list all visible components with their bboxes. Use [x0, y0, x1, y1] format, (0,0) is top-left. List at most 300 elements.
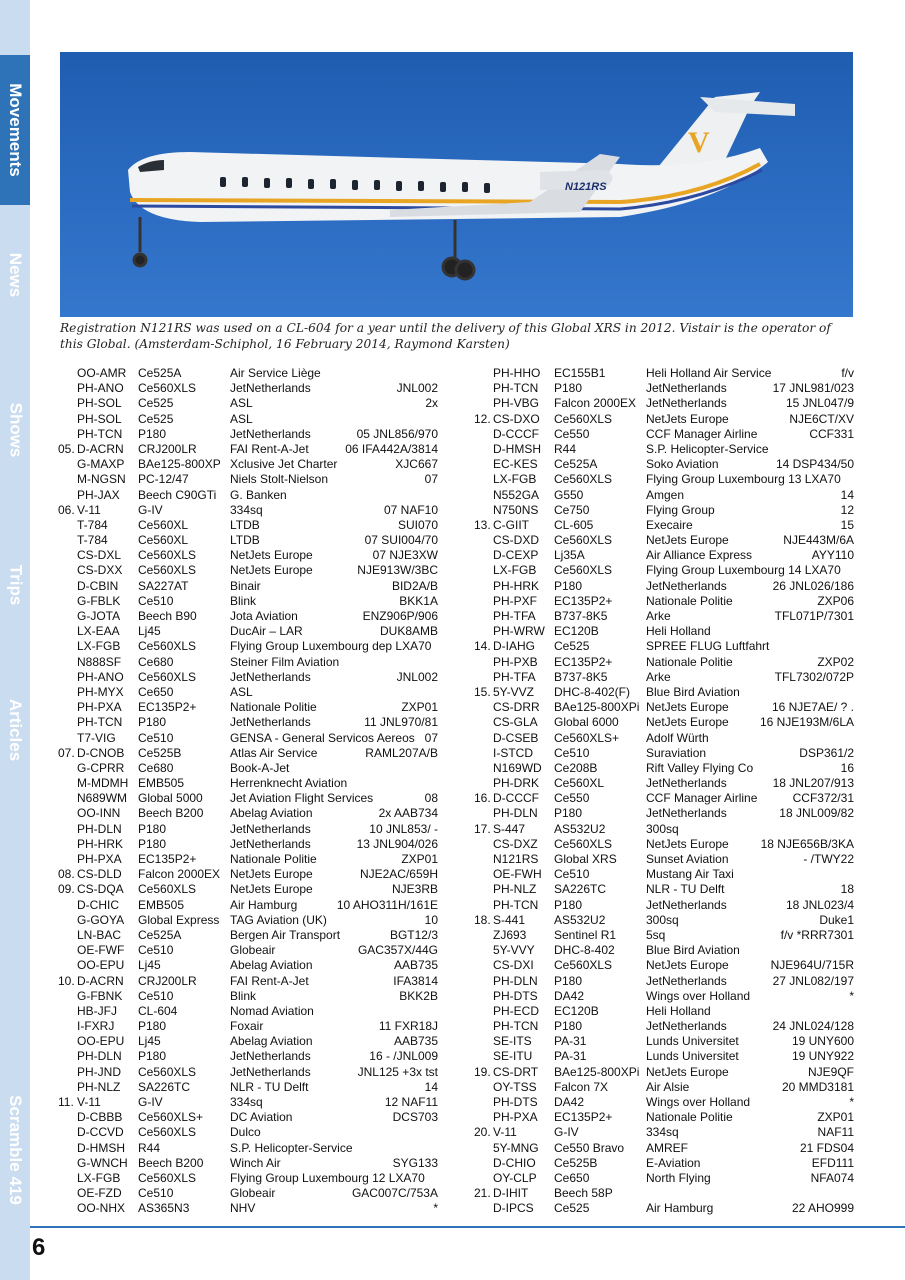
movement-type: Ce550 Bravo [554, 1140, 625, 1155]
movement-row [58, 852, 438, 867]
movement-type: SA226TC [138, 1079, 191, 1094]
movement-type: P180 [554, 897, 583, 912]
movement-registration: PH-ANO [77, 669, 124, 684]
movement-callsign: NJE9QF [807, 1064, 854, 1079]
movement-registration: PH-DLN [77, 821, 122, 836]
movement-callsign: 2x AAB734 [378, 806, 438, 821]
movement-registration: G-FBLK [77, 593, 121, 608]
movement-registration: ZJ693 [493, 927, 527, 942]
movement-callsign [848, 563, 854, 578]
movement-operator-cell [646, 898, 854, 913]
movement-operator: Air Hamburg [230, 897, 298, 912]
movement-date [474, 1171, 493, 1186]
movement-date [58, 1065, 77, 1080]
movement-date [58, 1141, 77, 1156]
movement-date [58, 670, 77, 685]
movement-type: P180 [138, 821, 167, 836]
movement-operator-cell [646, 882, 854, 897]
movement-registration: PH-TFA [493, 609, 536, 623]
movement-type: Ce560XL [138, 533, 189, 548]
movement-registration: M-NGSN [77, 472, 126, 487]
movement-registration: 5Y-VVZ [493, 684, 534, 699]
movement-row [58, 503, 438, 518]
movement-type: PA-31 [554, 1049, 587, 1064]
movement-row [474, 563, 854, 578]
tab-scramble[interactable] [0, 1085, 30, 1215]
movement-operator-cell [646, 670, 854, 685]
movement-type: P180 [554, 973, 583, 988]
movement-operator-cell [230, 776, 438, 791]
movement-date: 09. [58, 882, 75, 897]
movement-type: Beech B200 [138, 1155, 204, 1170]
movement-registration: OO-AMR [77, 366, 127, 380]
movement-operator-cell [230, 579, 438, 594]
movement-registration: PH-TCN [493, 897, 539, 912]
movement-registration: I-FXRJ [77, 1019, 115, 1034]
movement-date: 15. [474, 684, 491, 699]
movement-type: PA-31 [554, 1034, 587, 1049]
movement-callsign: 10 JNL853/ - [369, 821, 438, 836]
movement-callsign: 18 JNL009/82 [779, 806, 854, 821]
movement-registration: S-447 [493, 821, 526, 836]
movement-row [58, 791, 438, 806]
movement-operator-cell [230, 685, 438, 700]
movement-operator: 334sq [646, 1125, 679, 1140]
movement-date [58, 1186, 77, 1201]
movement-row [474, 594, 854, 609]
movement-callsign: SUI070 [397, 517, 438, 532]
movement-row [58, 427, 438, 442]
movement-type: P180 [138, 426, 167, 441]
movement-registration: OY-TSS [493, 1079, 537, 1094]
movement-registration: PH-TCN [77, 426, 123, 441]
movement-type: Ce560XLS [138, 1170, 197, 1185]
movement-row [58, 822, 438, 837]
movement-date [58, 1171, 77, 1186]
movement-operator: NetJets Europe [646, 411, 729, 426]
movement-date: 21. [474, 1186, 491, 1201]
movement-row [58, 928, 438, 943]
movement-operator-cell [230, 1171, 438, 1186]
movement-date [58, 1034, 77, 1049]
movement-registration: G-GOYA [77, 912, 125, 927]
movement-row [58, 989, 438, 1004]
movement-date [58, 639, 77, 654]
movement-registration: CS-GLA [493, 715, 538, 730]
movement-operator: Binair [230, 578, 261, 593]
movement-date [58, 943, 77, 958]
movement-registration: LX-FGB [493, 472, 537, 487]
movement-operator: AMREF [646, 1140, 688, 1155]
movement-operator-cell [230, 366, 438, 381]
movement-registration: M-MDMH [77, 776, 129, 791]
movement-operator: Blink [230, 593, 257, 608]
movement-operator: E-Aviation [646, 1155, 701, 1170]
movement-operator: Globeair [230, 943, 276, 958]
movement-registration: CS-DLD [77, 867, 122, 882]
movement-registration: PH-DTS [493, 988, 538, 1003]
movement-date [474, 1034, 493, 1049]
movement-type: Beech 58P [554, 1186, 613, 1201]
movement-type: Ce510 [138, 943, 174, 958]
movement-date [474, 609, 493, 624]
movement-operator: NetJets Europe [230, 867, 313, 882]
movement-row [58, 685, 438, 700]
movement-date [474, 655, 493, 670]
movement-date [58, 533, 77, 548]
movement-date [474, 898, 493, 913]
movement-row [58, 533, 438, 548]
movement-registration: D-CBBB [77, 1110, 123, 1125]
movement-row [58, 700, 438, 715]
movement-row [58, 974, 438, 989]
movement-operator-cell [230, 867, 438, 882]
movement-operator-cell [646, 958, 854, 973]
movement-operator-cell [230, 715, 438, 730]
movement-callsign: 27 JNL082/197 [772, 973, 854, 988]
movement-operator: LTDB [230, 517, 260, 532]
movement-type: Ce525A [138, 927, 182, 942]
movement-operator: Bergen Air Transport [230, 927, 341, 942]
movement-type: Ce510 [138, 988, 174, 1003]
movement-operator: Atlas Air Service [230, 745, 318, 760]
movement-operator-cell [230, 1019, 438, 1034]
movement-operator-cell [646, 563, 854, 578]
movement-date [58, 427, 77, 442]
movement-callsign: 16 [840, 760, 854, 775]
movement-date [58, 791, 77, 806]
movement-callsign: ZXP01 [401, 700, 438, 715]
movement-callsign: 16 NJE7AE/ ? . [771, 700, 854, 715]
movement-type: CRJ200LR [138, 441, 197, 456]
movement-date [58, 624, 77, 639]
movement-type: Global 5000 [138, 791, 203, 806]
movement-date [474, 457, 493, 472]
movement-type: Ce560XLS [554, 836, 613, 851]
movement-row [474, 776, 854, 791]
movement-row [58, 1034, 438, 1049]
movement-date [58, 579, 77, 594]
movement-operator-cell [646, 548, 854, 563]
movement-registration: D-ACRN [77, 973, 124, 988]
movement-operator-cell [646, 806, 854, 821]
movement-callsign: NFA074 [810, 1170, 854, 1185]
movement-date [474, 381, 493, 396]
movement-operator: DucAir – LAR [230, 624, 303, 639]
movement-registration: PH-SOL [77, 411, 122, 426]
movement-operator-cell [646, 472, 854, 487]
movement-date [58, 594, 77, 609]
movement-row [474, 1110, 854, 1125]
movement-type: G550 [554, 487, 584, 502]
movement-row [474, 1034, 854, 1049]
movement-operator-cell [646, 1125, 854, 1140]
movement-date [474, 533, 493, 548]
movement-type: EC120B [554, 1003, 599, 1018]
movement-operator-cell [230, 700, 438, 715]
movement-type: Ce525 [138, 396, 174, 411]
movement-operator-cell [230, 427, 438, 442]
movement-registration: PH-HRK [77, 836, 124, 851]
movement-operator-cell [230, 882, 438, 897]
movement-operator: 5sq [646, 927, 666, 942]
movement-operator: S.P. Helicopter-Service [646, 441, 769, 456]
movement-registration: T-784 [77, 517, 108, 532]
movement-operator: JetNetherlands [646, 806, 727, 821]
movement-row [474, 579, 854, 594]
movement-type: Ce560XL [138, 517, 189, 532]
movement-operator-cell [646, 1095, 854, 1110]
movement-type: G-IV [138, 502, 163, 517]
movement-operator-cell [230, 1125, 438, 1140]
movement-type: Ce525 [554, 639, 590, 654]
movement-operator-cell [230, 533, 438, 548]
movement-date [58, 1080, 77, 1095]
movement-operator: Mustang Air Taxi [646, 867, 734, 882]
movement-registration: G-WNCH [77, 1155, 128, 1170]
movement-type: PC-12/47 [138, 472, 189, 487]
page-number: 6 [32, 1234, 46, 1261]
movement-operator: FAI Rent-A-Jet [230, 441, 309, 456]
movement-date [58, 1201, 77, 1216]
movement-callsign [848, 472, 854, 487]
movement-callsign: TFL7302/072P [774, 669, 854, 684]
movement-type: P180 [554, 1019, 583, 1034]
movement-operator-cell [230, 1110, 438, 1125]
movement-callsign: 11 JNL970/81 [364, 715, 438, 730]
movement-operator: Dulco [230, 1125, 261, 1140]
footer-rule [30, 1226, 905, 1228]
movement-type: Falcon 7X [554, 1079, 609, 1094]
movement-operator: JetNetherlands [646, 381, 727, 396]
movement-callsign: 05 JNL856/970 [356, 426, 438, 441]
movement-row [58, 594, 438, 609]
movement-callsign [432, 412, 438, 427]
movement-operator-cell [230, 898, 438, 913]
movement-registration: CS-DXO [493, 411, 540, 426]
movement-row [58, 1186, 438, 1201]
movement-row [474, 806, 854, 821]
movement-operator: 334sq [230, 502, 263, 517]
movement-operator-cell [646, 913, 854, 928]
movement-callsign [432, 685, 438, 700]
tab-shows[interactable] [0, 390, 30, 470]
movement-callsign: 07 NAF10 [383, 502, 438, 517]
tab-news[interactable] [0, 235, 30, 315]
movement-callsign [432, 655, 438, 670]
movement-row [474, 700, 854, 715]
movement-row [58, 1095, 438, 1110]
movement-row [58, 1065, 438, 1080]
movement-row [474, 548, 854, 563]
movement-date [58, 700, 77, 715]
movement-operator-cell [230, 670, 438, 685]
movement-registration: G-FBNK [77, 988, 123, 1003]
movement-type: Global Express [138, 912, 220, 927]
movement-date [474, 442, 493, 457]
movement-type: P180 [138, 836, 167, 851]
tab-articles[interactable] [0, 680, 30, 780]
movement-row [474, 381, 854, 396]
movement-type: AS532U2 [554, 821, 606, 836]
movement-row [474, 943, 854, 958]
movement-operator: CCF Manager Airline [646, 426, 758, 441]
movement-registration: D-CHIO [493, 1155, 536, 1170]
movement-callsign: BID2A/B [391, 578, 438, 593]
movement-callsign: RAML207A/B [365, 745, 438, 760]
movement-registration: D-ACRN [77, 441, 124, 456]
movement-date [58, 1019, 77, 1034]
movement-type: P180 [554, 381, 583, 396]
movement-row [474, 989, 854, 1004]
movement-date [474, 928, 493, 943]
movement-operator: JetNetherlands [646, 897, 727, 912]
movement-operator: Air Service Liège [230, 366, 321, 380]
movement-date [474, 366, 493, 381]
movement-row [474, 1141, 854, 1156]
movement-registration: G-JOTA [77, 609, 121, 623]
movement-operator-cell [230, 943, 438, 958]
movement-registration: N888SF [77, 654, 122, 669]
movement-operator: Arke [646, 669, 671, 684]
section-sidebar [0, 0, 30, 1280]
movement-operator: NetJets Europe [646, 533, 729, 548]
movement-type: Ce560XLS [554, 472, 613, 487]
tab-movements[interactable] [0, 55, 30, 205]
movement-row [474, 1049, 854, 1064]
movement-operator: JetNetherlands [230, 821, 311, 836]
movement-operator: CCF Manager Airline [646, 791, 758, 806]
movement-operator-cell [646, 761, 854, 776]
movement-operator: 300sq [646, 821, 679, 836]
movement-operator-cell [230, 594, 438, 609]
movement-row [474, 791, 854, 806]
movement-date [58, 609, 77, 624]
movement-type: Ce560XL [554, 776, 605, 791]
movement-date [474, 1095, 493, 1110]
movement-callsign: TFL071P/7301 [774, 609, 854, 623]
movement-date: 14. [474, 639, 491, 654]
movement-operator: Abelag Aviation [230, 1034, 313, 1049]
movement-callsign: NJE913W/3BC [357, 563, 438, 578]
movement-operator: GENSA - General Servicos Aereos [230, 730, 415, 745]
movement-type: P180 [138, 1049, 167, 1064]
movement-callsign: 15 JNL047/9 [785, 396, 854, 411]
movement-row [474, 1125, 854, 1140]
movements-column-left [58, 366, 438, 1217]
movement-operator-cell [230, 974, 438, 989]
movement-operator-cell [230, 822, 438, 837]
movement-date [474, 882, 493, 897]
movement-registration: I-STCD [493, 745, 533, 760]
movement-operator: Nationale Politie [646, 654, 733, 669]
movement-operator: G. Banken [230, 487, 287, 502]
movement-callsign: CCF331 [809, 426, 854, 441]
movement-operator: Flying Group Luxembourg 14 LXA70 [646, 563, 841, 578]
movement-date [58, 655, 77, 670]
movement-registration: D-CCVD [77, 1125, 124, 1140]
movement-registration: D-CHIC [77, 897, 119, 912]
movement-type: CL-604 [138, 1003, 178, 1018]
movement-row [474, 913, 854, 928]
movement-date: 13. [474, 517, 491, 532]
movement-callsign [848, 685, 854, 700]
movement-date [58, 1110, 77, 1125]
movement-callsign: 14 [424, 1079, 438, 1094]
movement-operator: NLR - TU Delft [646, 882, 725, 897]
movement-registration: SE-ITU [493, 1049, 533, 1064]
movement-operator-cell [230, 624, 438, 639]
movement-operator-cell [646, 746, 854, 761]
movement-operator: Sunset Aviation [646, 852, 729, 866]
movement-row [474, 655, 854, 670]
movement-operator-cell [230, 1004, 438, 1019]
movement-operator-cell [646, 715, 854, 730]
movement-registration: G-MAXP [77, 457, 125, 472]
movement-row [58, 746, 438, 761]
movement-type: CRJ200LR [138, 973, 197, 988]
movement-callsign [848, 731, 854, 746]
movement-operator-cell [230, 548, 438, 563]
movement-operator: 300sq [646, 912, 679, 927]
movement-operator-cell [646, 1019, 854, 1034]
movement-registration: LX-FGB [493, 563, 537, 578]
movement-date [474, 806, 493, 821]
movement-date [474, 776, 493, 791]
movement-operator: S.P. Helicopter-Service [230, 1140, 353, 1155]
movement-registration: OO-EPU [77, 958, 125, 973]
tab-trips[interactable] [0, 545, 30, 625]
movement-row [58, 776, 438, 791]
movement-date: 16. [474, 791, 491, 806]
movement-operator-cell [646, 1080, 854, 1095]
movement-row [58, 837, 438, 852]
movement-operator-cell [646, 1004, 854, 1019]
movement-type: Global XRS [554, 852, 617, 866]
movement-operator: JetNetherlands [230, 836, 311, 851]
tab-label: Trips [6, 564, 25, 606]
movement-callsign: ZXP06 [817, 593, 854, 608]
movement-date [474, 958, 493, 973]
movement-registration: OO-INN [77, 806, 121, 821]
movement-operator-cell [646, 1141, 854, 1156]
movement-row [474, 974, 854, 989]
movement-callsign [848, 639, 854, 654]
movement-type: Ce525 [554, 1201, 590, 1216]
movement-date [58, 396, 77, 411]
movement-operator-cell [646, 791, 854, 806]
movement-registration: PH-TCN [493, 1019, 539, 1034]
movement-operator-cell [230, 442, 438, 457]
movement-registration: CS-DXI [493, 958, 534, 973]
movement-operator: Adolf Würth [646, 730, 709, 745]
movement-registration: PH-ANO [77, 381, 124, 396]
movement-operator-cell [230, 563, 438, 578]
movement-operator: JetNetherlands [646, 578, 727, 593]
movement-date [474, 867, 493, 882]
movement-registration: N169WD [493, 760, 542, 775]
movement-operator-cell [646, 1034, 854, 1049]
movement-operator-cell [646, 366, 854, 381]
movement-operator-cell [646, 594, 854, 609]
movement-callsign [432, 488, 438, 503]
movement-registration: PH-DLN [493, 806, 538, 821]
movement-callsign: 08 [424, 791, 438, 806]
movement-date [58, 715, 77, 730]
movement-type: Beech B90 [138, 609, 197, 623]
movement-date [474, 396, 493, 411]
movement-operator: FAI Rent-A-Jet [230, 973, 309, 988]
